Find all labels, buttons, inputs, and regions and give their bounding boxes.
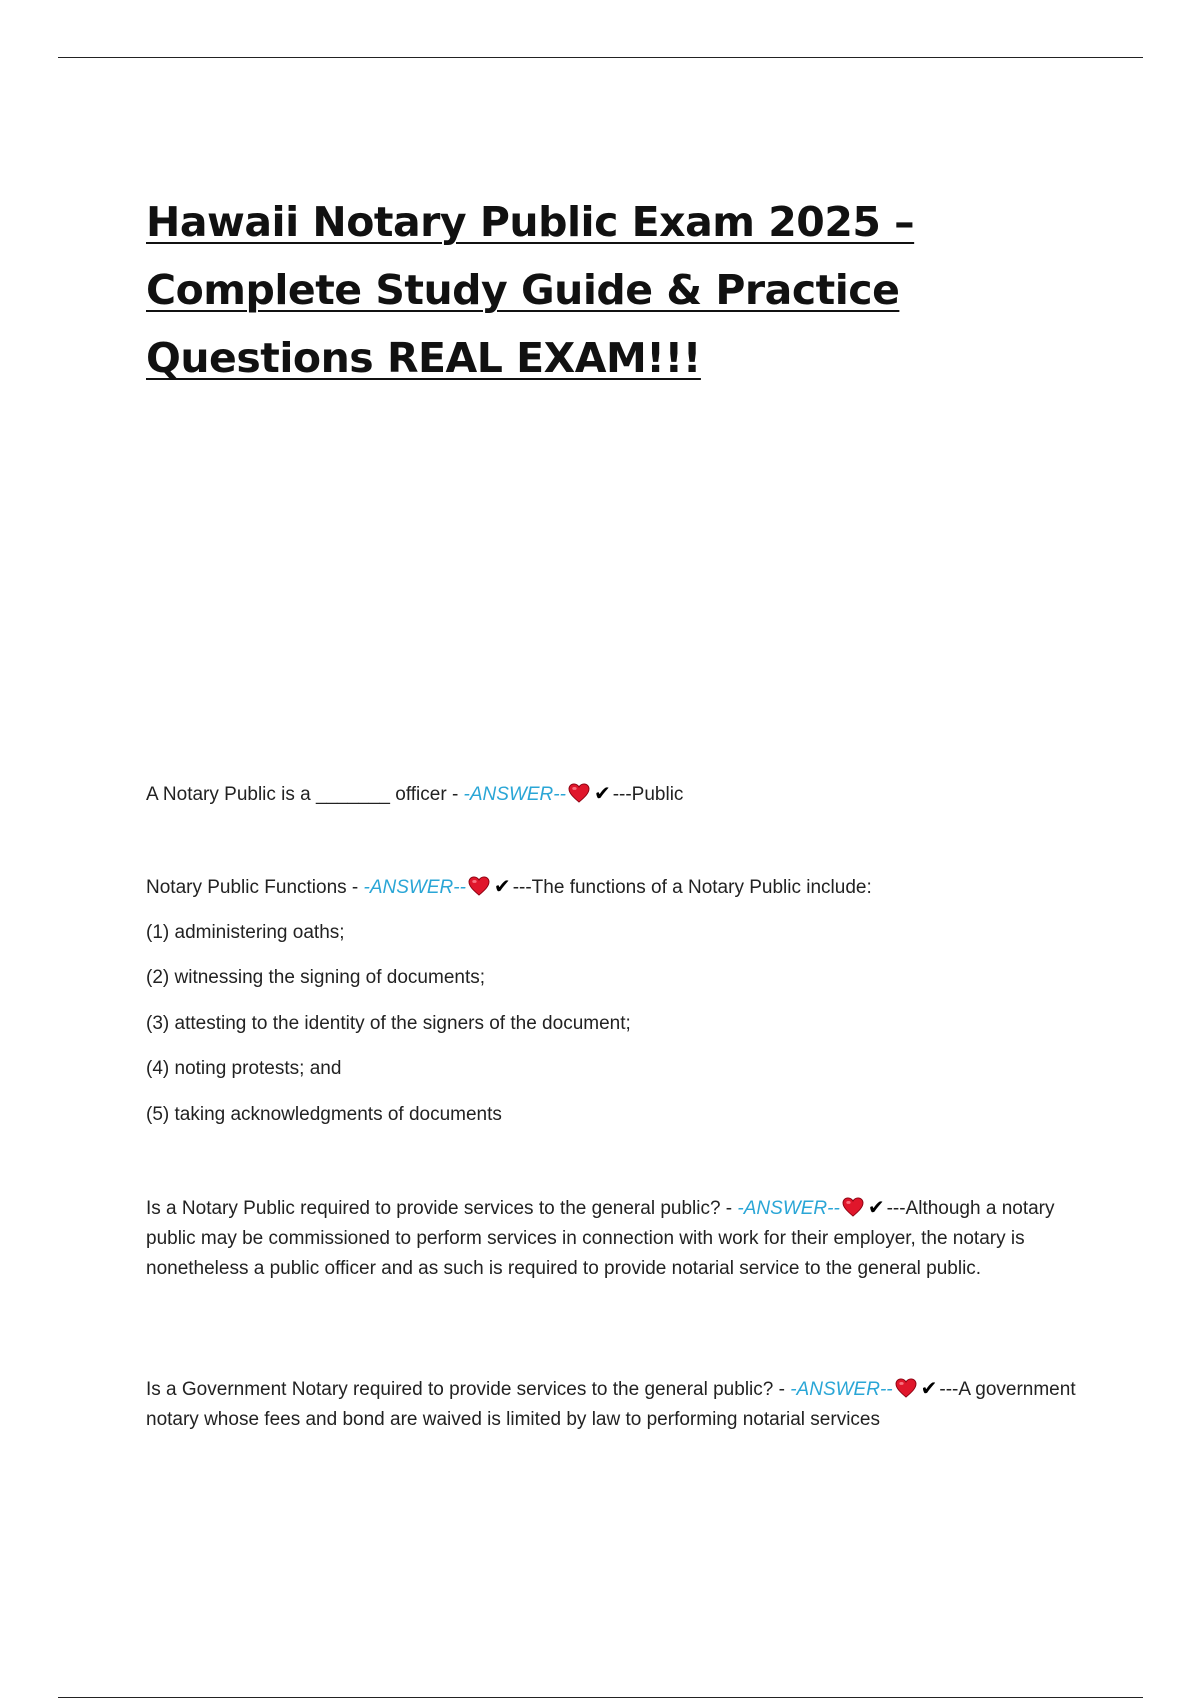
question-block-3 bbox=[146, 1193, 1106, 1284]
heart-icon bbox=[568, 783, 590, 803]
question-text: Is a Notary Public required to provide services to the general public? - bbox=[146, 1198, 738, 1219]
question-block-2 bbox=[146, 872, 1106, 903]
answer-tag: -ANSWER-- bbox=[363, 877, 466, 898]
question-text: A Notary Public is a _______ officer - bbox=[146, 784, 464, 805]
title-line-2: Complete Study Guide & Practice bbox=[146, 266, 900, 314]
title-line-1: Hawaii Notary Public Exam 2025 – bbox=[146, 198, 915, 246]
question-text: Is a Government Notary required to provide services to the general public? - bbox=[146, 1379, 791, 1400]
question-text: Notary Public Functions - bbox=[146, 877, 364, 898]
check-icon: ✔ bbox=[593, 783, 611, 805]
check-icon: ✔ bbox=[867, 1197, 885, 1219]
answer-text: ---A government notary whose fees and bond are waived is limited by law to performing notarial services bbox=[146, 1379, 1076, 1430]
question-block-1 bbox=[146, 779, 1106, 810]
answer-tag: -ANSWER-- bbox=[737, 1198, 840, 1219]
answer-tag: -ANSWER-- bbox=[463, 784, 566, 805]
answer-text: ---Public bbox=[612, 784, 684, 805]
list-item: (4) noting protests; and bbox=[146, 1058, 342, 1079]
check-icon: ✔ bbox=[920, 1378, 938, 1400]
answer-text: ---Although a notary public may be commissioned to perform services in connection with work for their employer, the notary is nonetheless a public officer and as such is required to provide notarial service to the general public. bbox=[146, 1198, 1055, 1279]
list-item: (2) witnessing the signing of documents; bbox=[146, 967, 486, 988]
heart-icon bbox=[468, 876, 490, 896]
title-line-3: Questions REAL EXAM!!! bbox=[146, 334, 701, 382]
document-title bbox=[146, 188, 1046, 392]
answer-text: ---The functions of a Notary Public include: bbox=[512, 877, 872, 898]
list-item: (3) attesting to the identity of the signers of the document; bbox=[146, 1013, 631, 1034]
top-rule bbox=[58, 57, 1143, 58]
heart-icon bbox=[895, 1378, 917, 1398]
answer-tag: -ANSWER-- bbox=[790, 1379, 893, 1400]
list-item: (1) administering oaths; bbox=[146, 922, 345, 943]
check-icon: ✔ bbox=[493, 876, 511, 898]
list-item: (5) taking acknowledgments of documents bbox=[146, 1104, 502, 1125]
heart-icon bbox=[842, 1197, 864, 1217]
bottom-rule bbox=[58, 1697, 1143, 1698]
question-block-4 bbox=[146, 1374, 1106, 1435]
